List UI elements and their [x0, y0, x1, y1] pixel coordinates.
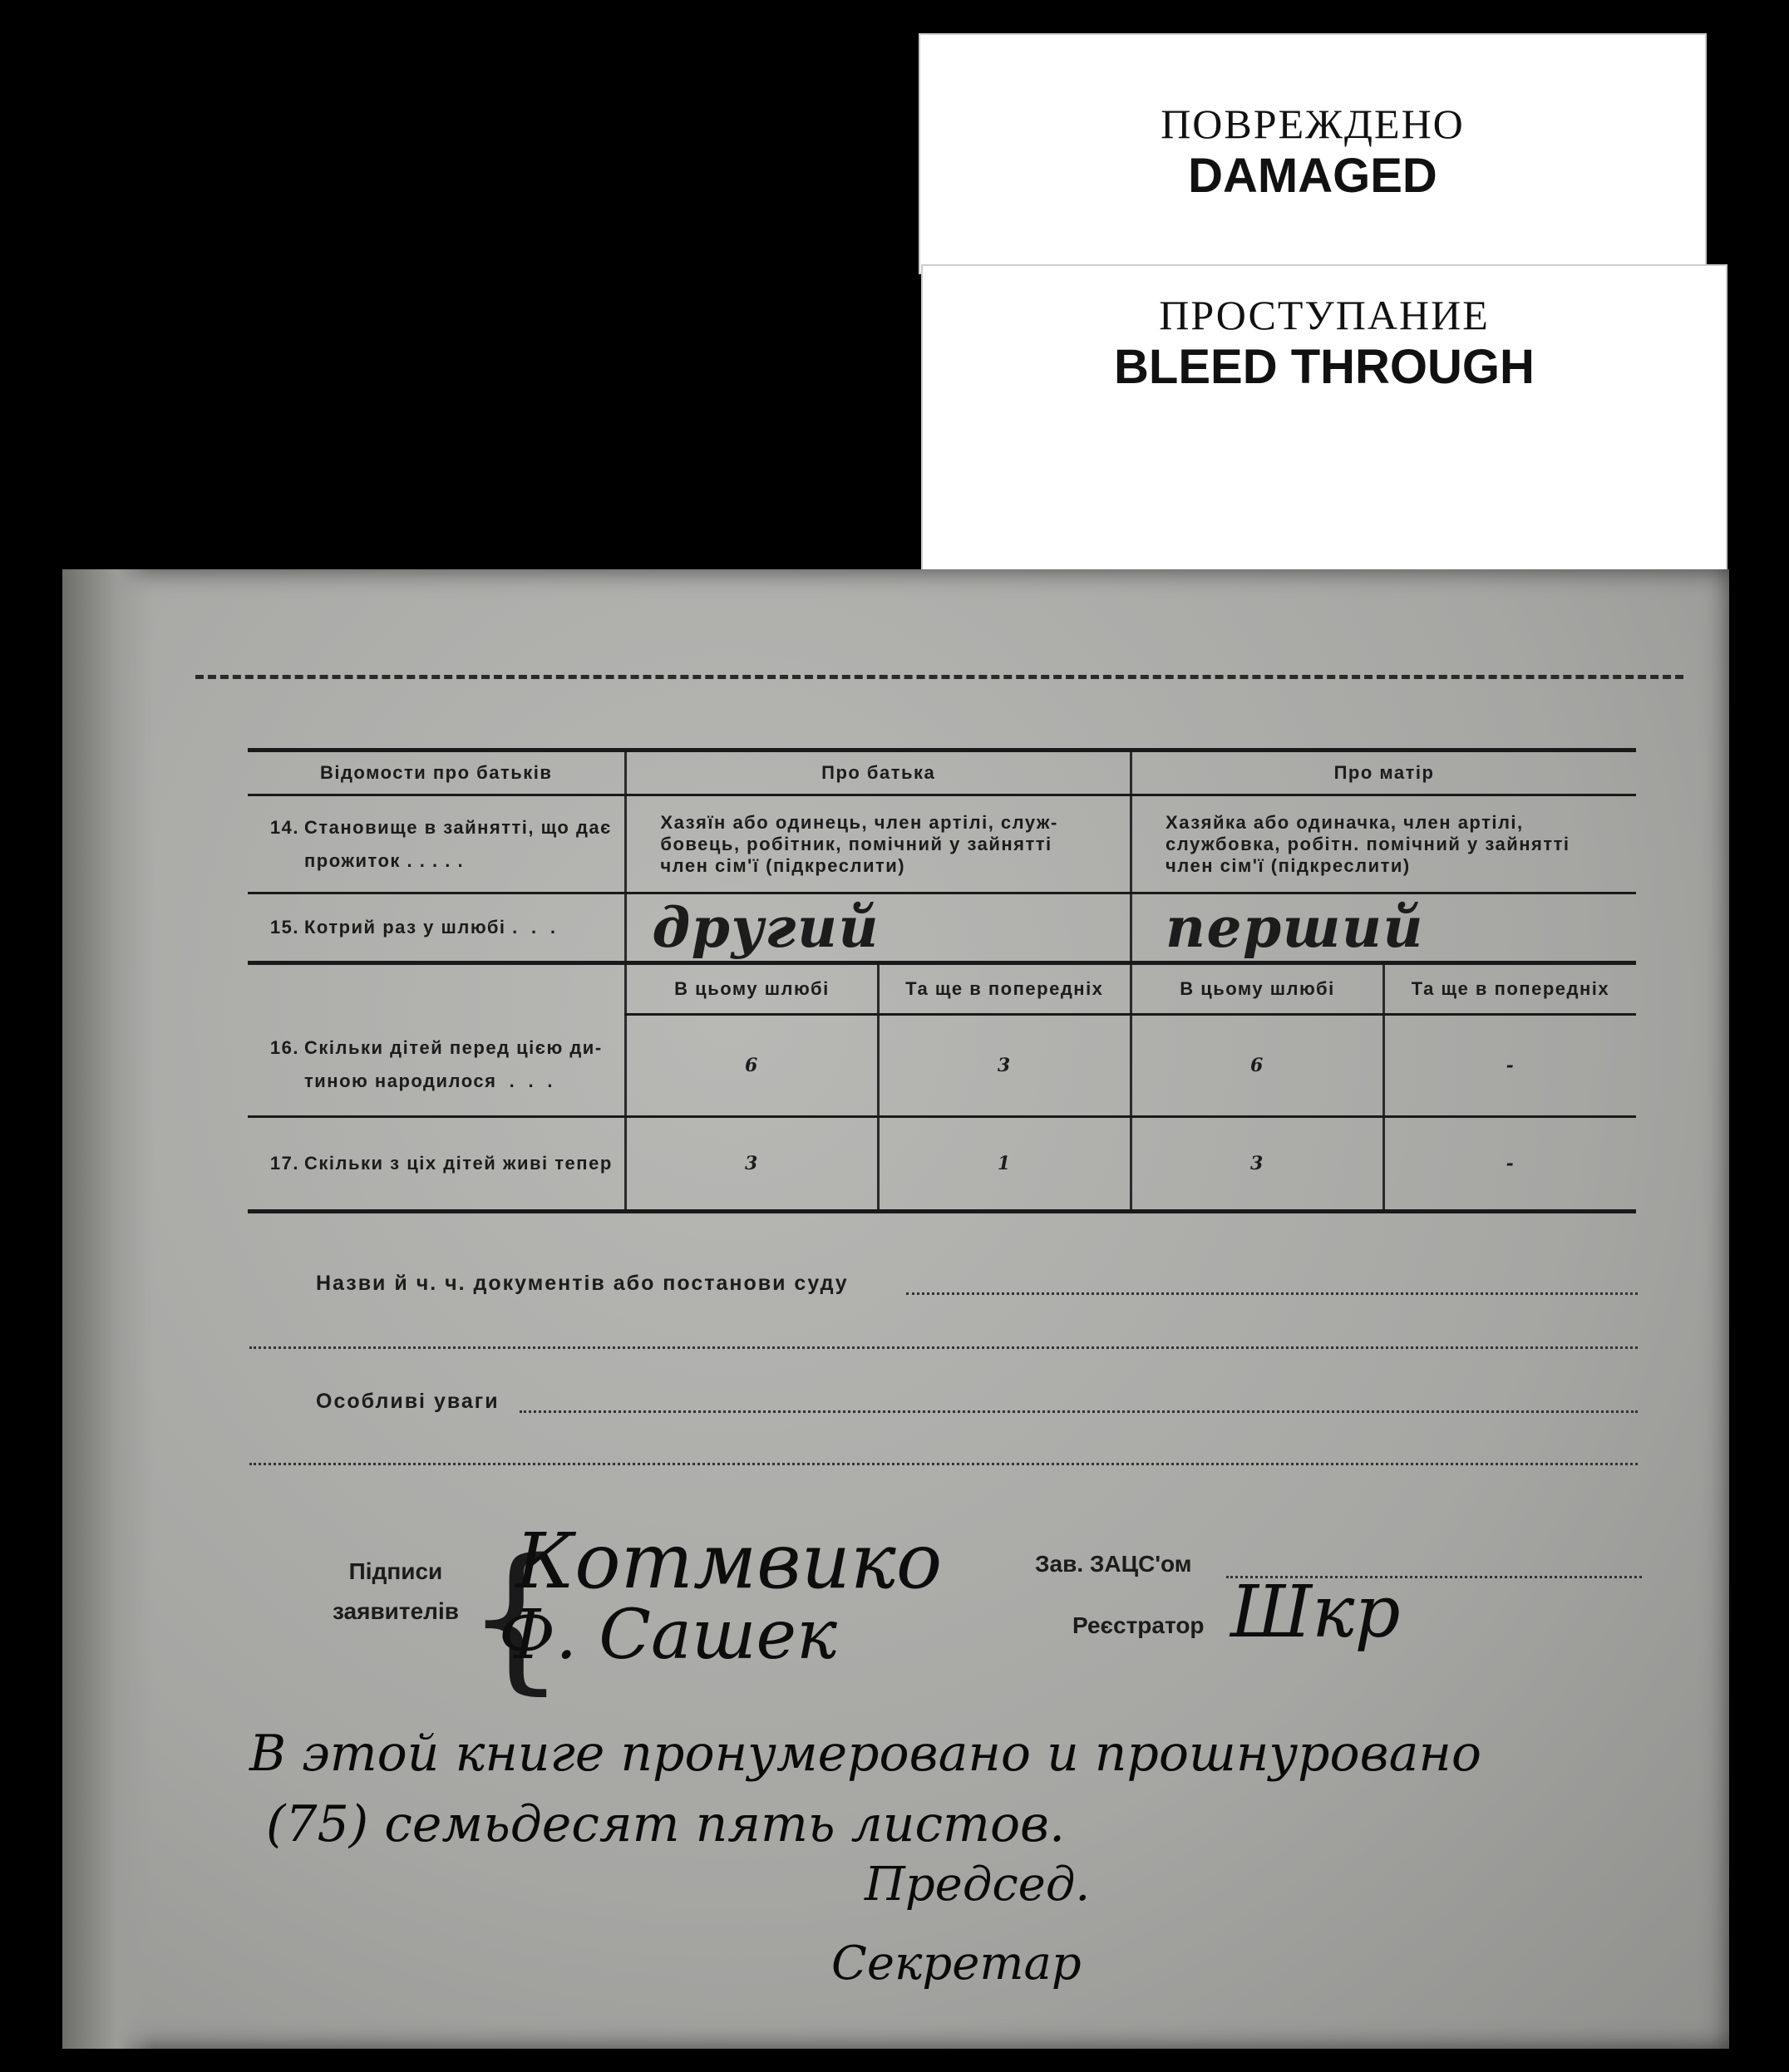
row17-label-text: Скільки з ціх дітей живі тепер — [304, 1153, 613, 1174]
row14-label: 14. Становище в зайнятті, що дає прожиток . . . . . — [248, 795, 626, 893]
sub-mother-prev: Та ще в попередніх — [1383, 963, 1636, 1015]
top-dashed-divider — [195, 675, 1683, 679]
table-row — [248, 1015, 1636, 1117]
row15-father-value: другий — [626, 893, 1131, 963]
note-line-4: Секретар — [831, 1937, 1082, 1991]
header-mother: Про матір — [1131, 751, 1636, 795]
table-subheader-row — [248, 963, 1636, 1015]
row17-father-this: 3 — [626, 1117, 878, 1212]
row14-father — [626, 795, 1131, 893]
row17-mother-prev: - — [1383, 1117, 1636, 1212]
row14-mother-line2: службовка, робітн. помічний у зайнятті — [1166, 833, 1570, 854]
remarks-dotline-1 — [520, 1410, 1638, 1413]
row17-number: 17. — [269, 1153, 299, 1174]
table-row — [248, 893, 1636, 963]
row14-label-line2: прожиток — [304, 849, 401, 871]
row16-number: 16. — [269, 1037, 299, 1059]
table-row — [248, 1117, 1636, 1212]
remarks-dotline-2 — [249, 1463, 1638, 1465]
bleed-through-notice — [921, 264, 1727, 580]
row14-mother — [1131, 795, 1636, 893]
subheader-blank — [248, 963, 626, 1015]
bleed-notice-en: BLEED THROUGH — [1114, 340, 1535, 394]
note-line-3: Председ. — [865, 1858, 1091, 1912]
row17-label — [248, 1117, 626, 1212]
row16-label: 16. Скільки дітей перед цією ди- тиною народилося . . . — [248, 1015, 626, 1117]
row16-father-this: 6 — [626, 1015, 878, 1117]
applicant-signature-1: Котмвико — [515, 1517, 943, 1606]
damaged-notice-ru: ПОВРЕЖДЕНО — [1161, 101, 1465, 147]
table-row — [248, 795, 1636, 893]
row14-father-line1: Хазяїн або одинець, член артілі, служ- — [660, 811, 1058, 833]
row14-father-line3: член сім'ї (підкреслити) — [660, 854, 906, 876]
row15-mother-value: перший — [1131, 893, 1636, 963]
damaged-notice — [919, 33, 1707, 274]
registrar-label: Реєстратор — [1072, 1612, 1205, 1638]
row16-father-prev: 3 — [878, 1015, 1131, 1117]
row15-label: 15. Котрий раз у шлюбі . . . — [248, 893, 626, 963]
documents-dotline-1 — [906, 1292, 1638, 1295]
row14-mother-line1: Хазяйка або одиначка, член артілі, — [1166, 811, 1524, 833]
note-line-1: В этой книге пронумеровано и прошнуровано — [249, 1725, 1482, 1783]
row14-father-line2: бовець, робітник, помічний у зайнятті — [660, 833, 1052, 854]
signatures-label-line1: Підписи — [348, 1558, 443, 1584]
signatures-brace: { — [466, 1525, 566, 1709]
header-parents: Відомости про батьків — [248, 751, 626, 795]
signatures-label-line2: заявителів — [333, 1598, 459, 1624]
row16-label-line2: тиною народилося — [304, 1070, 497, 1092]
applicant-signature-2: Ф. Сашек — [499, 1596, 837, 1675]
damaged-notice-en: DAMAGED — [1188, 149, 1437, 203]
sub-father-this: В цьому шлюбі — [626, 963, 878, 1015]
remarks-label: Особливі уваги — [316, 1390, 500, 1413]
parents-info-table — [248, 748, 1636, 1213]
row15-label-text: Котрий раз у шлюбі — [304, 917, 506, 938]
row14-label-line1: Становище в зайнятті, що дає — [304, 816, 612, 838]
documents-dotline-2 — [249, 1346, 1638, 1349]
row16-mother-this: 6 — [1131, 1015, 1384, 1117]
row14-mother-line3: член сім'ї (підкреслити) — [1166, 854, 1411, 876]
header-father: Про батька — [626, 751, 1131, 795]
row16-mother-prev: - — [1383, 1015, 1636, 1117]
row15-number: 15. — [269, 917, 299, 938]
row14-number: 14. — [269, 816, 299, 838]
registrar-signature: Шкр — [1230, 1571, 1401, 1654]
signatures-label — [333, 1558, 459, 1625]
row17-mother-this: 3 — [1131, 1117, 1384, 1212]
note-line-2: (75) семьдесят пять листов. — [266, 1795, 1066, 1853]
table-header-row — [248, 751, 1636, 795]
zags-head-label: Зав. ЗАЦС'ом — [1035, 1551, 1192, 1577]
sub-father-prev: Та ще в попередніх — [878, 963, 1131, 1015]
documents-label: Назви й ч. ч. документів або постанови суду — [316, 1272, 849, 1295]
bleed-notice-ru: ПРОСТУПАНИЕ — [1159, 292, 1490, 338]
row17-father-prev: 1 — [878, 1117, 1131, 1212]
row16-label-line1: Скільки дітей перед цією ди- — [304, 1037, 603, 1059]
sub-mother-this: В цьому шлюбі — [1131, 963, 1384, 1015]
page-worn-edge — [62, 569, 154, 2049]
